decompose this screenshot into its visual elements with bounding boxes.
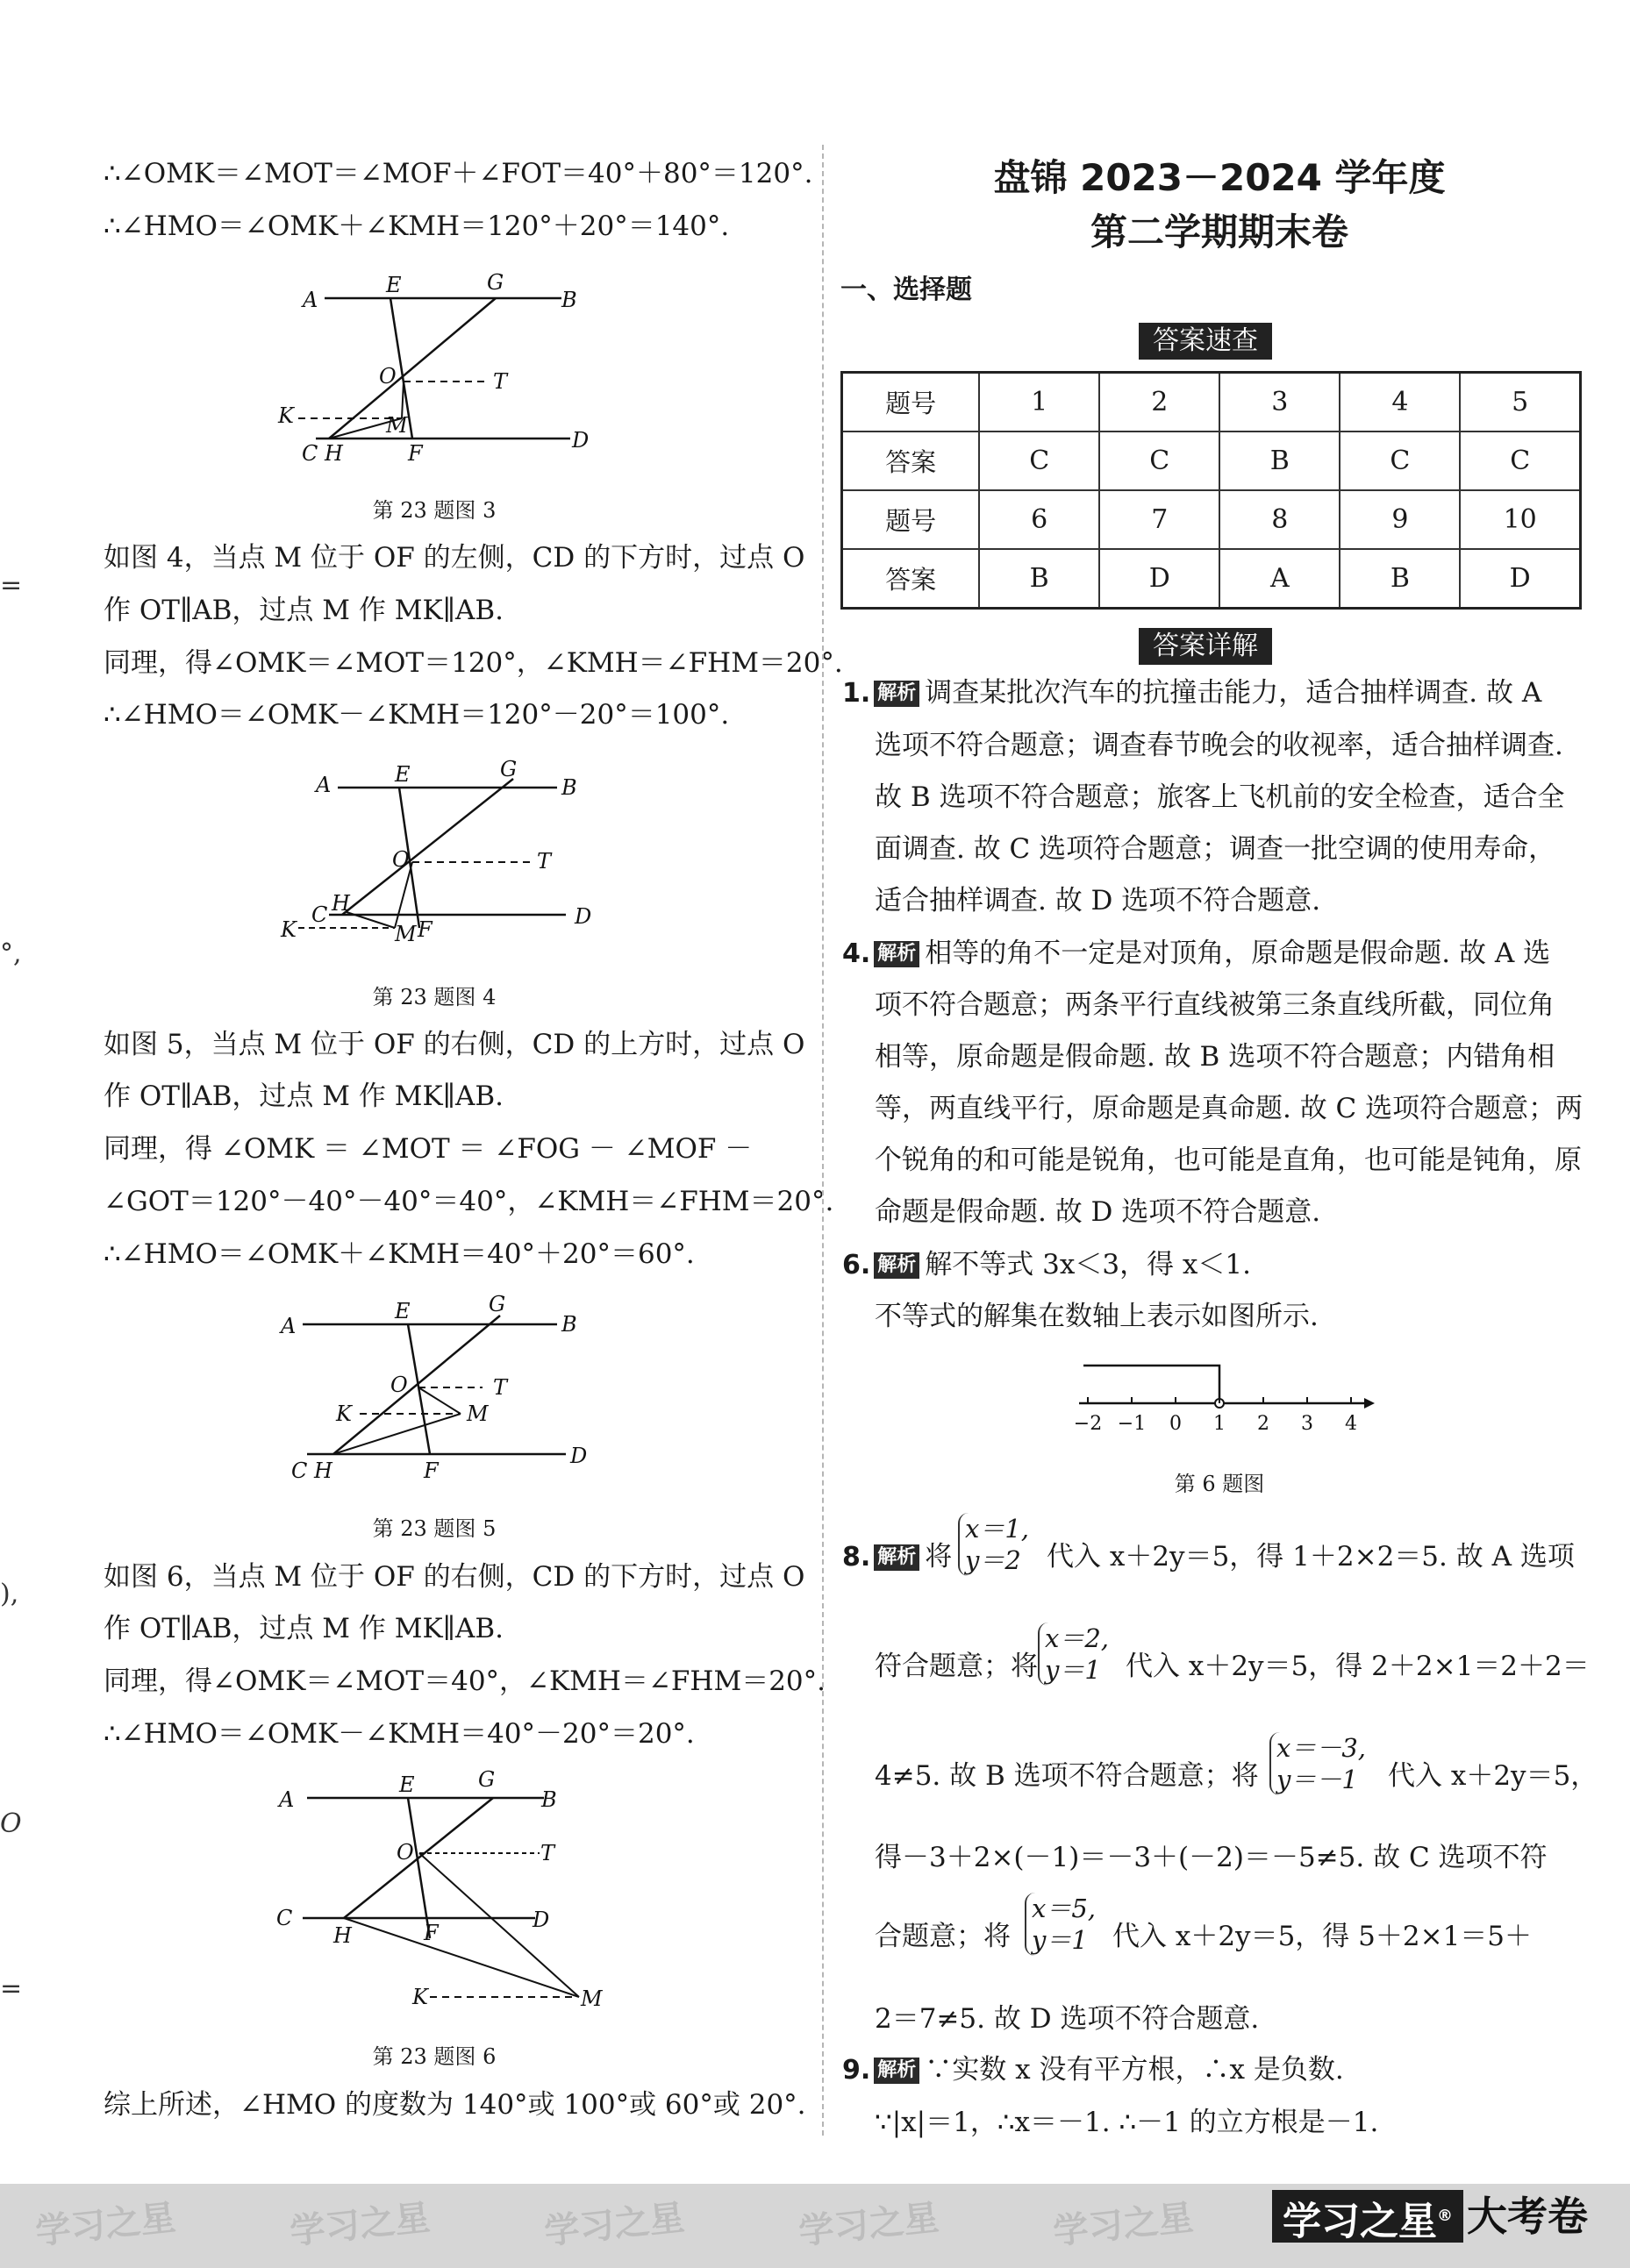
- tick-label: −2: [1073, 1413, 1103, 1435]
- fig-label: O: [397, 1840, 414, 1865]
- fig-label: C H: [291, 1459, 332, 1483]
- fig-label: K: [281, 917, 297, 942]
- answer-table-row: [842, 549, 1581, 609]
- edge-fragment: =: [0, 570, 23, 601]
- figure-caption: 第 23 题图 4: [372, 985, 497, 1009]
- answer-cell: 2: [1099, 373, 1219, 432]
- fig-label: O: [392, 847, 410, 872]
- number-line-figure: [1066, 1355, 1382, 1443]
- text-line: 同理，得∠OMK＝∠MOT＝40°，∠KMH＝∠FHM＝20°.: [104, 1665, 826, 1697]
- text-line: 代入 x＋2y＝5，得 1＋2×2＝5. 故 A 选项: [1047, 1541, 1575, 1573]
- question-number: 8.: [842, 1542, 871, 1573]
- fig-label: H: [333, 1923, 352, 1948]
- text-line: 代入 x＋2y＝5，: [1388, 1760, 1598, 1792]
- fig-label: E: [399, 1772, 415, 1797]
- tick-label: 2: [1257, 1413, 1269, 1435]
- fig-label: T: [540, 1841, 555, 1865]
- brand-logo: [1272, 2190, 1463, 2243]
- answer-cell: 3: [1219, 373, 1340, 432]
- text-line: 不等式的解集在数轴上表示如图所示.: [875, 1301, 1319, 1332]
- answer-cell: C: [1460, 431, 1580, 490]
- fig-label: B: [561, 775, 577, 800]
- equation: x＝2,: [1045, 1623, 1110, 1653]
- fig-label: F: [408, 441, 423, 466]
- fig-label: C: [276, 1906, 293, 1930]
- text-line: 等，两直线平行，原命题是真命题. 故 C 选项符合题意；两: [875, 1093, 1584, 1124]
- text-line: 如图 6，当点 M 位于 OF 的右侧，CD 的下方时，过点 O: [104, 1561, 805, 1593]
- answer-cell: A: [1219, 549, 1340, 609]
- fig-label: F: [424, 1921, 439, 1945]
- text-line: 如图 4，当点 M 位于 OF 的左侧，CD 的下方时，过点 O: [104, 542, 805, 574]
- fig-label: E: [395, 1299, 411, 1323]
- watermark: 学习之星: [542, 2197, 687, 2253]
- text-line: ∵|x|＝1，∴x＝－1. ∴－1 的立方根是－1.: [875, 2107, 1379, 2138]
- figure-23-6: [263, 1767, 632, 2026]
- fig-label: B: [541, 1787, 557, 1812]
- text-line: 符合题意；将: [875, 1651, 1038, 1682]
- fig-label: G: [489, 1292, 506, 1316]
- fig-label: M: [467, 1401, 489, 1426]
- text-line: 得－3＋2×(－1)＝－3＋(－2)＝－5≠5. 故 C 选项不符: [875, 1842, 1548, 1873]
- answer-cell: D: [1460, 549, 1580, 609]
- answer-cell: B: [1340, 549, 1460, 609]
- text-line: ∴∠HMO＝∠OMK－∠KMH＝40°－20°＝20°.: [104, 1718, 695, 1750]
- question-8: [842, 1539, 952, 1575]
- q8-text: 将: [925, 1541, 953, 1573]
- text-line: 同理，得∠OMK＝∠MOT＝120°，∠KMH＝∠FHM＝20°.: [104, 647, 843, 679]
- figure-caption: 第 23 题图 6: [372, 2044, 497, 2069]
- fig-label: A: [316, 773, 332, 797]
- equation: x＝1,: [965, 1514, 1030, 1544]
- answer-cell: 1: [979, 373, 1099, 432]
- fig-label: M: [395, 922, 417, 946]
- text-line: 适合抽样调查. 故 D 选项不符合题意.: [875, 885, 1321, 916]
- question-number: 6.: [842, 1250, 871, 1280]
- answer-cell: 10: [1460, 490, 1580, 549]
- text-line: ∴∠HMO＝∠OMK－∠KMH＝120°－20°＝100°.: [104, 699, 730, 731]
- answer-cell: C: [1340, 431, 1460, 490]
- answer-cell: 9: [1340, 490, 1460, 549]
- fig-label: C: [311, 902, 328, 927]
- text-line: 同理，得 ∠OMK ＝ ∠MOT ＝ ∠FOG － ∠MOF －: [104, 1133, 753, 1165]
- figure-23-3: [263, 267, 614, 469]
- fig-label: H: [332, 891, 350, 916]
- answer-cell: B: [979, 549, 1099, 609]
- fig-label: T: [493, 1375, 508, 1400]
- fig-label: D: [570, 1444, 588, 1468]
- answer-cell: 5: [1460, 373, 1580, 432]
- answer-cell: B: [1219, 431, 1340, 490]
- fig-label: D: [575, 904, 592, 929]
- row-header-cell: 题号: [842, 373, 980, 432]
- watermark: 学习之星: [288, 2197, 433, 2253]
- watermark: 学习之星: [797, 2197, 941, 2253]
- fig-label: D: [533, 1908, 550, 1932]
- tick-label: 4: [1345, 1413, 1357, 1435]
- registered-mark: ®: [1437, 2207, 1453, 2225]
- equation: y＝2: [965, 1545, 1021, 1575]
- fig-label: A: [281, 1314, 297, 1338]
- analysis-tag: 解析: [874, 1544, 919, 1571]
- fig-label: E: [395, 762, 411, 787]
- edge-fragment: °,: [0, 938, 22, 969]
- text-line: ∴∠HMO＝∠OMK＋∠KMH＝40°＋20°＝60°.: [104, 1238, 695, 1270]
- fig-label: B: [561, 1312, 577, 1337]
- answer-table-row: [842, 490, 1581, 549]
- text-line: 代入 x＋2y＝5，得 2＋2×1＝2＋2＝: [1126, 1651, 1590, 1682]
- q6-text: 解不等式 3x＜3，得 x＜1.: [925, 1249, 1251, 1280]
- figure-23-5: [263, 1289, 614, 1491]
- section-heading: 一、选择题: [840, 275, 972, 305]
- figure-caption: 第 23 题图 5: [372, 1516, 497, 1541]
- fig-label: G: [487, 270, 504, 295]
- banner-detailed-answers: 答案详解: [1139, 628, 1272, 665]
- text-line: 相等，原命题是假命题. 故 B 选项不符合题意；内错角相: [875, 1041, 1555, 1073]
- row-header-cell: 答案: [842, 431, 980, 490]
- text-line: ∴∠OMK＝∠MOT＝∠MOF＋∠FOT＝40°＋80°＝120°.: [104, 158, 813, 189]
- fig-label: K: [336, 1401, 352, 1426]
- text-line: 项不符合题意；两条平行直线被第三条直线所截，同位角: [875, 989, 1555, 1021]
- question-1: [842, 675, 1541, 711]
- fig-label: T: [493, 369, 508, 394]
- equation: x＝5,: [1032, 1894, 1097, 1923]
- fig-label: B: [561, 288, 577, 312]
- equation: y＝－1: [1276, 1765, 1358, 1794]
- answer-table-row: [842, 431, 1581, 490]
- tick-label: 0: [1169, 1413, 1182, 1435]
- answer-cell: D: [1099, 549, 1219, 609]
- fig-label: C H: [302, 441, 343, 466]
- analysis-tag: 解析: [874, 2058, 919, 2084]
- text-line: 2＝7≠5. 故 D 选项不符合题意.: [875, 2003, 1260, 2035]
- q4-text: 相等的角不一定是对顶角，原命题是假命题. 故 A 选: [925, 938, 1551, 969]
- text-line: 作 OT∥AB，过点 M 作 MK∥AB.: [104, 595, 504, 626]
- fig-label: G: [500, 757, 518, 781]
- fig-label: K: [412, 1985, 428, 2009]
- edge-fragment: ),: [0, 1579, 19, 1609]
- column-divider: [822, 145, 824, 2136]
- answer-cell: 8: [1219, 490, 1340, 549]
- fig-label: A: [279, 1787, 295, 1812]
- answer-table-row: [842, 373, 1581, 432]
- brand-name: 学习之星: [1283, 2199, 1437, 2244]
- answer-cell: 6: [979, 490, 1099, 549]
- brand-suffix: 大考卷: [1467, 2193, 1588, 2240]
- equation: y＝1: [1045, 1655, 1101, 1685]
- equation-system: [1269, 1732, 1366, 1795]
- edge-fragment: O: [0, 1808, 22, 1839]
- fig-label: O: [379, 364, 397, 389]
- fig-label: F: [418, 917, 433, 942]
- equation-system: [958, 1513, 1029, 1576]
- watermark: 学习之星: [33, 2197, 178, 2253]
- analysis-tag: 解析: [874, 941, 919, 967]
- figure-23-4: [263, 752, 614, 954]
- analysis-tag: 解析: [874, 681, 919, 707]
- q1-text: 调查某批次汽车的抗撞击能力，适合抽样调查. 故 A: [925, 677, 1542, 709]
- question-number: 1.: [842, 678, 871, 709]
- edge-fragment: =: [0, 1973, 23, 2004]
- fig-label: D: [572, 428, 590, 453]
- text-line: 面调查. 故 C 选项符合题意；调查一批空调的使用寿命，: [875, 833, 1556, 865]
- fig-label: A: [303, 288, 318, 312]
- watermark: 学习之星: [1051, 2197, 1196, 2253]
- fig-label: T: [537, 849, 552, 874]
- text-line: 作 OT∥AB，过点 M 作 MK∥AB.: [104, 1613, 504, 1644]
- question-6: [842, 1247, 1251, 1283]
- text-line: 综上所述，∠HMO 的度数为 140°或 100°或 60°或 20°.: [104, 2089, 806, 2121]
- fig-label: G: [478, 1767, 496, 1792]
- text-line: 命题是假命题. 故 D 选项不符合题意.: [875, 1196, 1321, 1228]
- answer-cell: C: [1099, 431, 1219, 490]
- page-title: 盘锦 2023－2024 学年度: [993, 156, 1446, 199]
- text-line: 选项不符合题意；调查春节晚会的收视率，适合抽样调查.: [875, 730, 1563, 761]
- text-line: ∴∠HMO＝∠OMK＋∠KMH＝120°＋20°＝140°.: [104, 210, 730, 242]
- tick-label: 1: [1213, 1413, 1226, 1435]
- answer-cell: C: [979, 431, 1099, 490]
- text-line: 作 OT∥AB，过点 M 作 MK∥AB.: [104, 1081, 504, 1112]
- answer-cell: 4: [1340, 373, 1460, 432]
- figure-caption: 第 23 题图 3: [372, 498, 497, 523]
- figure-caption: 第 6 题图: [1174, 1472, 1265, 1496]
- equation: y＝1: [1032, 1925, 1088, 1955]
- question-4: [842, 936, 1550, 972]
- question-number: 4.: [842, 938, 871, 969]
- tick-label: −1: [1117, 1413, 1147, 1435]
- text-line: 4≠5. 故 B 选项不符合题意；将: [875, 1760, 1259, 1792]
- text-line: 合题意；将: [875, 1921, 1011, 1952]
- fig-label: M: [386, 413, 408, 438]
- question-number: 9.: [842, 2055, 871, 2086]
- row-header-cell: 答案: [842, 549, 980, 609]
- question-9: [842, 2052, 1344, 2088]
- fig-label: M: [581, 1986, 603, 2011]
- answer-cell: 7: [1099, 490, 1219, 549]
- tick-label: 3: [1301, 1413, 1313, 1435]
- banner-quick-answers: 答案速查: [1139, 323, 1272, 360]
- row-header-cell: 题号: [842, 490, 980, 549]
- answer-table: [840, 371, 1582, 610]
- fig-label: K: [278, 403, 294, 428]
- equation: x＝－3,: [1276, 1733, 1367, 1763]
- q9-text: ∵实数 x 没有平方根，∴x 是负数.: [925, 2054, 1344, 2086]
- text-line: 代入 x＋2y＝5，得 5＋2×1＝5＋: [1112, 1921, 1533, 1952]
- text-line: 故 B 选项不符合题意；旅客上飞机前的安全检查，适合全: [875, 781, 1565, 813]
- fig-label: E: [386, 273, 402, 297]
- text-line: 如图 5，当点 M 位于 OF 的右侧，CD 的上方时，过点 O: [104, 1029, 805, 1060]
- text-line: 个锐角的和可能是锐角，也可能是直角，也可能是钝角，原: [875, 1145, 1582, 1176]
- fig-label: O: [390, 1373, 408, 1397]
- analysis-tag: 解析: [874, 1252, 919, 1279]
- text-line: ∠GOT＝120°－40°－40°＝40°，∠KMH＝∠FHM＝20°.: [104, 1186, 834, 1217]
- equation-system: [1025, 1893, 1096, 1956]
- fig-label: F: [424, 1459, 439, 1483]
- equation-system: [1038, 1623, 1109, 1686]
- page-subtitle: 第二学期期末卷: [1090, 210, 1348, 253]
